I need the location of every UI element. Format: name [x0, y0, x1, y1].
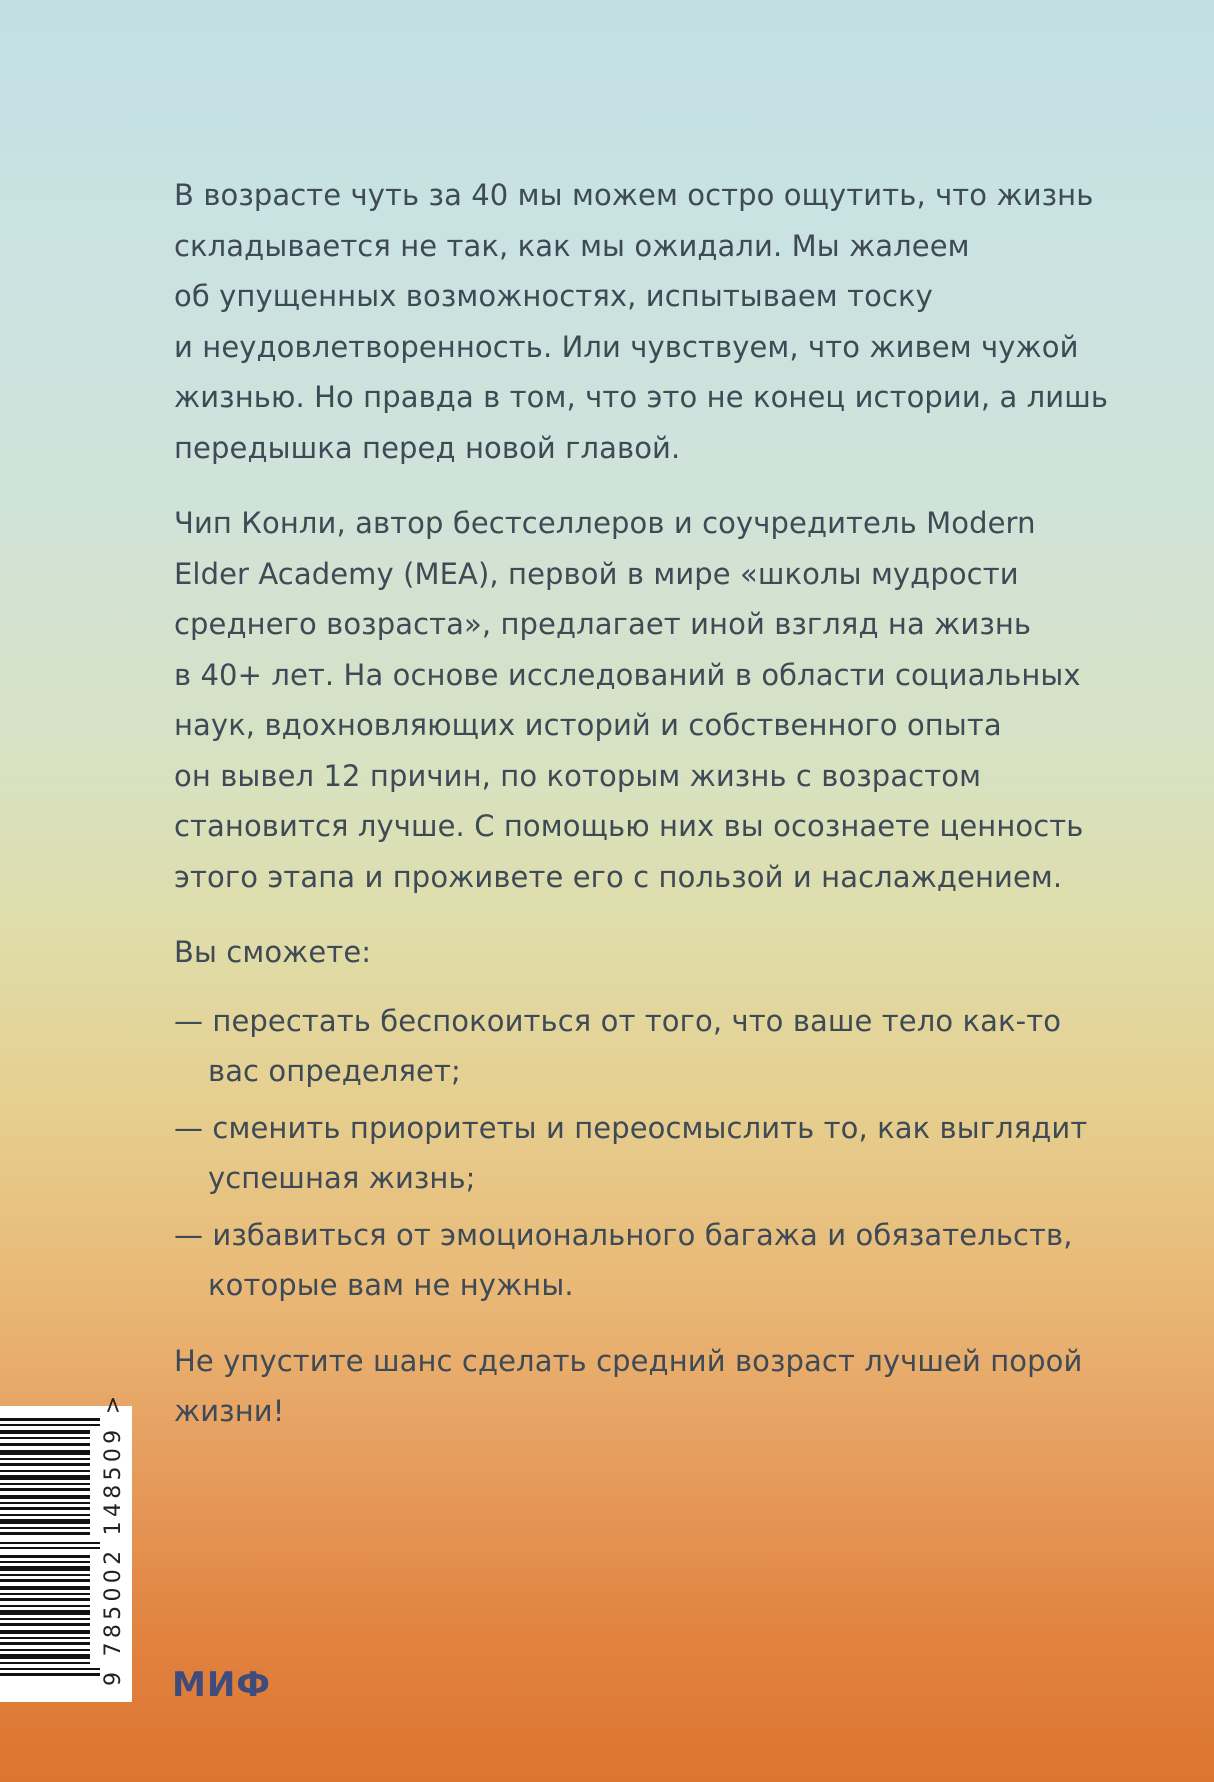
text-line: жизнью. Но правда в том, что это не конец истории, а лишь: [174, 380, 1109, 414]
text-line: этого этапа и проживете его с пользой и наслаждением.: [174, 859, 1063, 894]
text-line: он вывел 12 причин, по которым жизнь с возрастом: [174, 758, 982, 793]
text-line: и неудовлетворенность. Или чувствуем, что живем чужой: [174, 329, 1079, 364]
text-line: складывается не так, как мы ожидали. Мы жалеем: [174, 228, 970, 263]
list-intro: [174, 927, 1074, 978]
text-line: Вы сможете:: [174, 935, 372, 969]
text-line: В возрасте чуть за 40 мы можем остро ощутить, что жизнь: [174, 178, 1094, 212]
description-text: [174, 170, 1109, 1462]
text-line: — перестать беспокоиться от того, что ваше тело как-то: [174, 1003, 1062, 1038]
text-line: среднего возраста», предлагает иной взгляд на жизнь: [174, 607, 1032, 641]
list-item: [174, 1103, 1088, 1204]
paragraph-author: [174, 498, 1084, 902]
text-line: Чип Конли, автор бестселлеров и соучредитель Modern: [174, 506, 1036, 540]
text-line: наук, вдохновляющих историй и собственного опыта: [174, 708, 1002, 742]
text-line: — избавиться от эмоционального багажа и обязательств,: [174, 1217, 1073, 1252]
text-line: вас определяет;: [208, 1054, 461, 1088]
text-line: передышка перед новой главой.: [174, 430, 681, 465]
text-line: успешная жизнь;: [208, 1161, 476, 1195]
list-item: [174, 1210, 1074, 1311]
closing-call: [174, 1336, 1083, 1437]
list-item: [174, 996, 1074, 1097]
publisher-logo: МИФ: [172, 1665, 272, 1705]
isbn-digits: 9 785002 148509 >: [101, 1391, 126, 1686]
text-line: которые вам не нужны.: [208, 1268, 574, 1302]
text-line: жизни!: [174, 1394, 285, 1428]
text-line: — сменить приоритеты и переосмыслить то, как выглядит: [174, 1110, 1088, 1145]
isbn-barcode: [0, 1391, 132, 1702]
text-line: Elder Academy (MEA), первой в мире «школы мудрости: [174, 556, 1019, 591]
text-line: становится лучше. С помощью них вы осознаете ценность: [174, 809, 1084, 843]
text-line: в 40+ лет. На основе исследований в области социальных: [174, 657, 1081, 692]
text-line: об упущенных возможностях, испытываем тоску: [174, 279, 933, 313]
text-line: Не упустите шанс сделать средний возраст лучшей порой: [174, 1343, 1083, 1378]
paragraph-intro: [174, 170, 1109, 473]
